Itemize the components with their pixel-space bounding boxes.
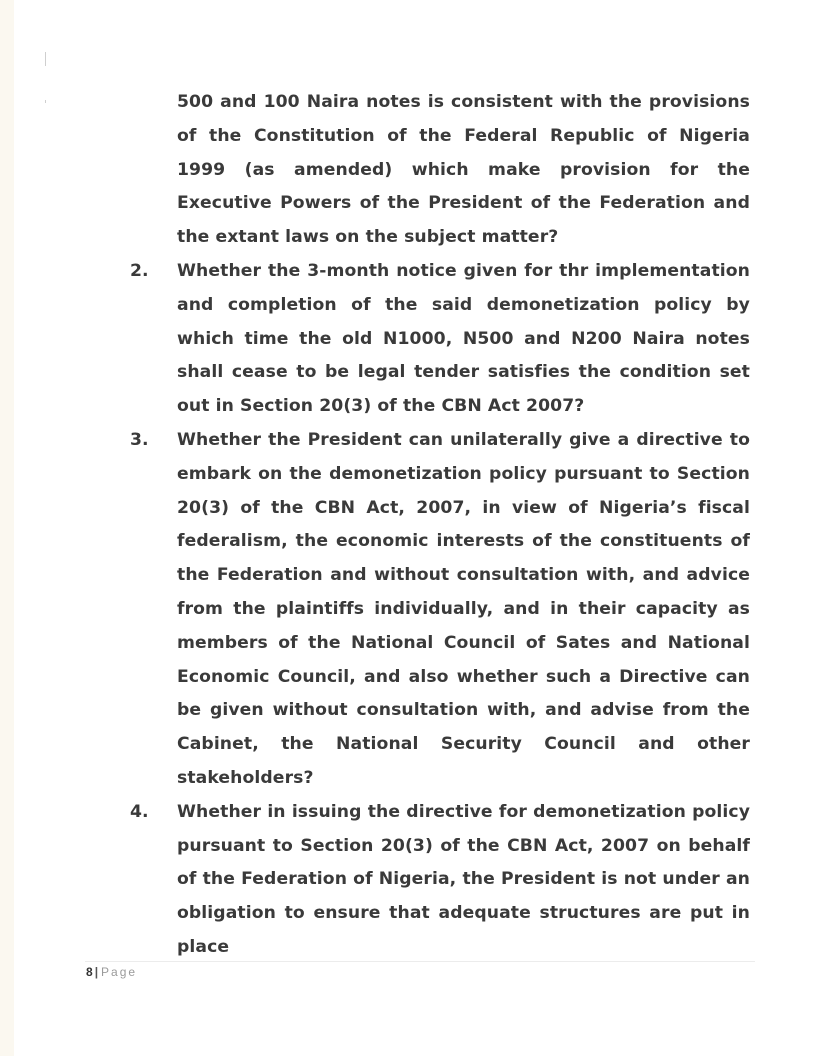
list-item — [130, 796, 750, 965]
page-footer — [86, 965, 137, 979]
document-body — [130, 86, 750, 965]
list-item — [130, 424, 750, 796]
scan-edge-strip — [0, 0, 14, 1056]
item-number: 2. — [130, 260, 149, 281]
item-text: Whether the President can unilaterally give a directive to embark on the demonetization policy pursuant to Section 20(3) of the CBN Act, 2007, in view of Nigeria’s fiscal federalism, the economic interests of the constituents of the Federation and without consultation with, and advice from the plaintiffs individually, and in their capacity as members of the National Council of Sates and National Economic Council, and also whether such a Directive can be given without consultation with, and advise from the Cabinet, the National Security Council and other stakeholders? — [177, 429, 750, 788]
continuation-paragraph: 500 and 100 Naira notes is consistent with the provisions of the Constitution of the Federal Republic of Nigeria 1999 (as amended) which make provision for the Executive Powers of the President of the Federation and the extant laws on the subject matter? — [177, 92, 750, 248]
item-number: 4. — [130, 801, 149, 822]
page-number: 8 — [86, 965, 93, 979]
item-text: Whether in issuing the directive for demonetization policy pursuant to Section 20(3) of the CBN Act, 2007 on behalf of the Federation of Nigeria, the President is not under an obligation to ensure that adequate structures are put in place — [177, 801, 750, 957]
footer-separator: | — [94, 965, 99, 979]
list-item — [130, 255, 750, 424]
item-text: Whether the 3-month notice given for thr implementation and completion of the said demonetization policy by which time the old N1000, N500 and N200 Naira notes shall cease to be legal tender satisfies the condition set out in Section 20(3) of the CBN Act 2007? — [177, 260, 750, 417]
footer-divider — [85, 961, 755, 962]
page-label: Page — [101, 965, 138, 979]
scan-artifact — [45, 52, 46, 66]
item-number: 3. — [130, 429, 149, 450]
scan-artifact — [45, 100, 46, 103]
